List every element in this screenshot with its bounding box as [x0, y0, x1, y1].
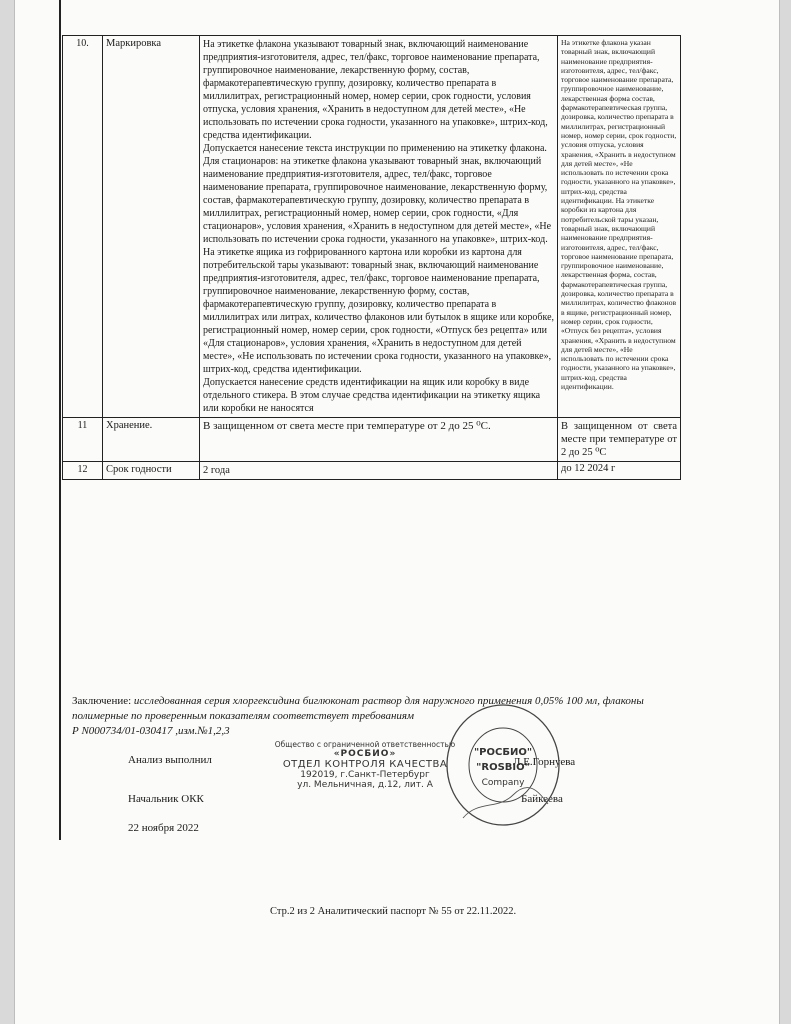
- conclusion: [72, 694, 652, 739]
- org-street: ул. Мельничная, д.12, лит. А: [297, 780, 433, 790]
- conclusion-label: Заключение:: [72, 695, 132, 707]
- requirement-paragraph: Для стационаров: на этикетке флакона указывают товарный знак, включающий наименование предприятия-изготовителя, адрес, тел/факс, торговое наименование препарата, группировочное наименование, лекарственную форму, состав, фармакотерапевтическую группу, дозировку, количество препарата в миллилитрах, регистрационный номер, номер серии, срок годности, «Для стационаров», условия хранения, «Хранить в недоступном для детей месте», «Не использовать по истечении срока годности, указанного на упаковке», штрих-код.: [203, 156, 552, 245]
- org-name: «РОСБИО»: [333, 749, 397, 759]
- row-name: Срок годности: [103, 462, 200, 480]
- head-name: Байкеева: [521, 793, 563, 805]
- round-stamp: [443, 700, 563, 830]
- requirement-paragraph: На этикетке ящика из гофрированного картона или коробки из картона для потребительской тары указывают: товарный знак, включающий наименование предприятия-изготовителя, адрес, тел/факс, торговое наименование препарата, группировочное наименование, лекарственную форму, состав, фармакотерапевтическую группу, дозировку, количество препарата в миллилитрах или литрах, количество флаконов или бутылок в ящике или коробке, регистрационный номер, номер серии, срок годности, «Отпуск без рецепта» или «Для стационаров», условия хранения, «Хранить в недоступном для детей месте», «Не использовать по истечении срока годности, указанного на упаковке», штрих-код, средства идентификации.: [203, 247, 555, 375]
- margin-line: [59, 0, 61, 840]
- org-department: ОТДЕЛ КОНТРОЛЯ КАЧЕСТВА: [282, 759, 448, 770]
- signature-date: 22 ноября 2022: [128, 822, 199, 834]
- conclusion-text: исследованная серия хлоргексидина биглюконат раствор для наружного применения 0,05% 100 мл, флаконы полимерные по проверенным показателям соответствует требованиям: [72, 695, 644, 722]
- row-number: 10.: [63, 36, 103, 418]
- org-city: 192019, г.Санкт-Петербург: [300, 770, 430, 780]
- row-requirement: [200, 36, 558, 418]
- analysis-label: Анализ выполнил: [128, 754, 212, 766]
- table-row: [63, 462, 681, 480]
- row-name: Хранение.: [103, 418, 200, 462]
- conclusion-reference: Р N000734/01-030417 ,изм.№1,2,3: [72, 725, 230, 737]
- requirement-paragraph: Допускается нанесение средств идентификации на ящик или коробку в виде отдельного стикера. В этом случае средства идентификации на этикетку ящика или коробки не наносятся: [203, 377, 541, 414]
- row-number: 12: [63, 462, 103, 480]
- row-result: В защищенном от света месте при температуре от 2 до 25 ⁰С: [558, 418, 681, 462]
- row-result: На этикетке флакона указан товарный знак, включающий наименование предприятия-изготовителя, адрес, тел/факс, торговое наименование препарата, группировочное наименование, лекарственная форма состав, фармакотерапевтическая группа, дозировка, количество препарата в миллилитрах, регистрационный номер, номер серии, срок годности, условия отпуска, условия хранения, «Хранить в недоступном для детей месте», «Не использовать по истечении срока годности, указанного на упаковке», штрих-код, средства идентификации. На этикетке коробки из картона для потребительской тары указан, товарный знак, включающий наименование предприятия-изготовителя, адрес, тел/факс, торговое наименование препарата, группировочное наименование, лекарственная форма, состав, фармакотерапевтическая группа, дозировка, количество препарата в миллилитрах, количество флаконов в ящике, регистрационный номер, номер серии, срок годности, «Отпуск без рецепта», условия хранения, «Хранить в недоступном для детей месте», «Не использовать по истечении срока годности, указанного на упаковке», штрих-код, средства идентификации.: [558, 36, 681, 418]
- head-label: Начальник ОКК: [128, 793, 204, 805]
- page-footer: Стр.2 из 2 Аналитический паспорт № 55 от 22.11.2022.: [270, 906, 517, 917]
- analysis-name: Л.Е.Горнуева: [513, 756, 576, 768]
- row-name: Маркировка: [103, 36, 200, 418]
- document-page: [14, 0, 780, 1024]
- row-requirement: В защищенном от света месте при температуре от 2 до 25 ⁰С.: [200, 418, 558, 462]
- row-number: 11: [63, 418, 103, 462]
- table-row: [63, 36, 681, 418]
- row-result: до 12 2024 г: [558, 462, 681, 480]
- stamp-text-top: "РОСБИО": [473, 747, 533, 758]
- requirement-paragraph: Допускается нанесение текста инструкции по применению на этикетку флакона.: [203, 143, 547, 154]
- stamp-text-mid: "ROSBIO": [476, 762, 530, 773]
- row-requirement: 2 года: [200, 462, 558, 480]
- table-row: [63, 418, 681, 462]
- requirement-paragraph: На этикетке флакона указывают товарный знак, включающий наименование предприятия-изготовителя, адрес, тел/факс, торговое наименование препарата, группировочное наименование, лекарственную форму, состав, фармакотерапевтическую группу, дозировку, количество препарата в миллилитрах, регистрационный номер, номер серии, срок годности, условия отпуска, условия хранения, «Хранить в недоступном для детей месте», «Не использовать по истечении срока годности, указанного на упаковке», штрих-код, средства идентификации.: [203, 39, 548, 141]
- stamp-text-bottom: Company: [481, 778, 525, 788]
- organization-stamp: [270, 740, 460, 790]
- org-type: Общество с ограниченной ответственностью: [274, 740, 456, 749]
- spec-table: [62, 35, 681, 480]
